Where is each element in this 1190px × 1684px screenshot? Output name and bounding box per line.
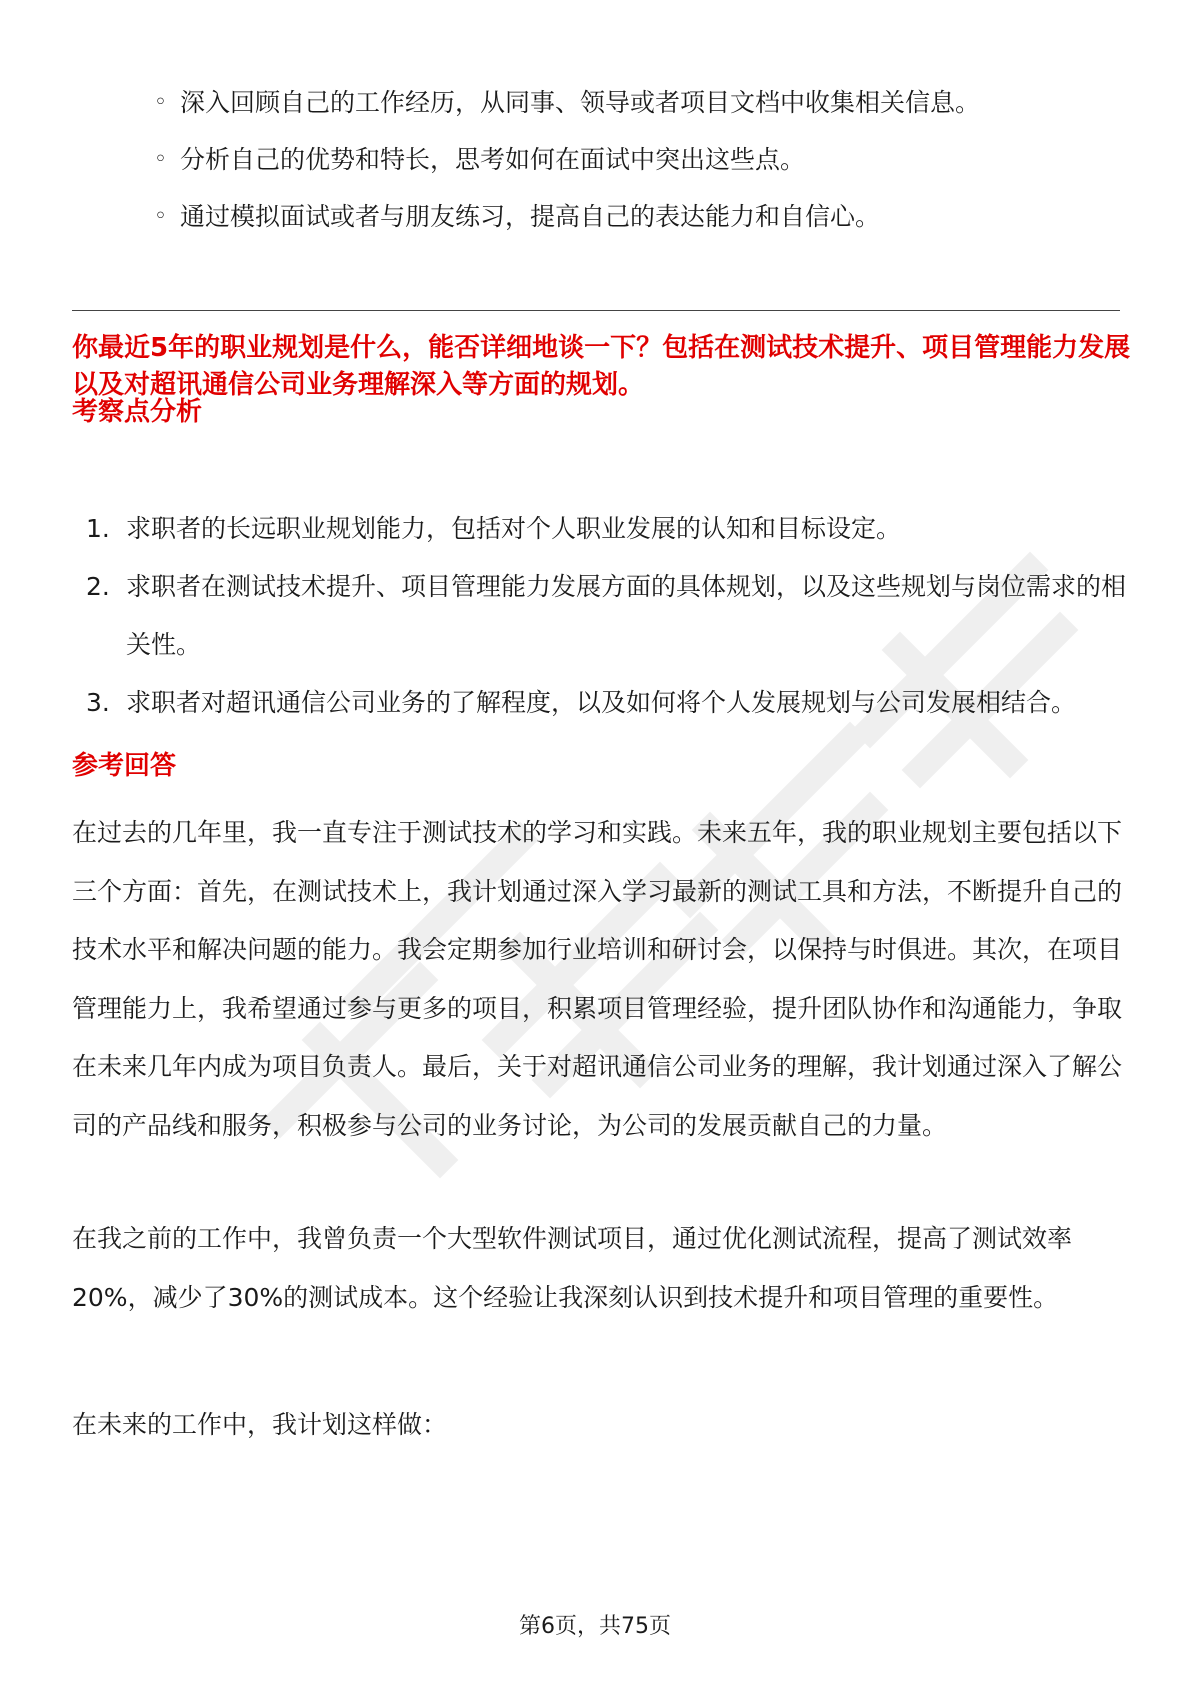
list-item xyxy=(86,558,1126,674)
circle-bullet-icon: ◦ xyxy=(154,147,167,172)
list-item-text: 分析自己的优势和特长，思考如何在面试中突出这些点。 xyxy=(180,145,806,174)
list-item xyxy=(86,674,1126,732)
list-item-text: 深入回顾自己的工作经历，从同事、领导或者项目文档中收集相关信息。 xyxy=(180,88,981,117)
list-item-text: 求职者对超讯通信公司业务的了解程度，以及如何将个人发展规划与公司发展相结合。 xyxy=(126,688,1077,717)
list-item xyxy=(140,145,980,175)
circle-bullet-icon: ◦ xyxy=(154,204,167,229)
page-number: 第6页，共75页 xyxy=(519,1614,671,1639)
list-item xyxy=(140,88,980,118)
tips-list xyxy=(140,88,980,259)
list-item xyxy=(140,202,980,232)
list-item-text: 求职者的长远职业规划能力，包括对个人职业发展的认知和目标设定。 xyxy=(126,514,902,543)
list-number: 3. xyxy=(86,688,110,717)
interview-question: 你最近5年的职业规划是什么，能否详细地谈一下？包括在测试技术提升、项目管理能力发展以及对超讯通信公司业务理解深入等方面的规划。 xyxy=(72,333,1131,400)
list-number: 1. xyxy=(86,514,110,543)
list-item-text: 求职者在测试技术提升、项目管理能力发展方面的具体规划，以及这些规划与岗位需求的相关性。 xyxy=(126,572,1127,659)
answer-paragraph: 在未来的工作中，我计划这样做： xyxy=(72,1410,448,1439)
list-item-text: 通过模拟面试或者与朋友练习，提高自己的表达能力和自信心。 xyxy=(180,202,881,231)
analysis-list xyxy=(86,500,1126,732)
list-item xyxy=(86,500,1126,558)
circle-bullet-icon: ◦ xyxy=(154,90,167,115)
answer-heading: 参考回答 xyxy=(72,751,177,781)
answer-paragraph: 在我之前的工作中，我曾负责一个大型软件测试项目，通过优化测试流程，提高了测试效率20%，减少了30%的测试成本。这个经验让我深刻认识到技术提升和项目管理的重要性。 xyxy=(72,1224,1073,1312)
list-number: 2. xyxy=(86,572,110,601)
section-divider xyxy=(72,310,1120,311)
analysis-heading: 考察点分析 xyxy=(72,397,203,427)
answer-paragraph: 在过去的几年里，我一直专注于测试技术的学习和实践。未来五年，我的职业规划主要包括以下三个方面：首先，在测试技术上，我计划通过深入学习最新的测试工具和方法，不断提升自己的技术水平和解决问题的能力。我会定期参加行业培训和研讨会，以保持与时俱进。其次，在项目管理能力上，我希望通过参与更多的项目，积累项目管理经验，提升团队协作和沟通能力，争取在未来几年内成为项目负责人。最后，关于对超讯通信公司业务的理解，我计划通过深入了解公司的产品线和服务，积极参与公司的业务讨论，为公司的发展贡献自己的力量。 xyxy=(72,818,1123,1140)
